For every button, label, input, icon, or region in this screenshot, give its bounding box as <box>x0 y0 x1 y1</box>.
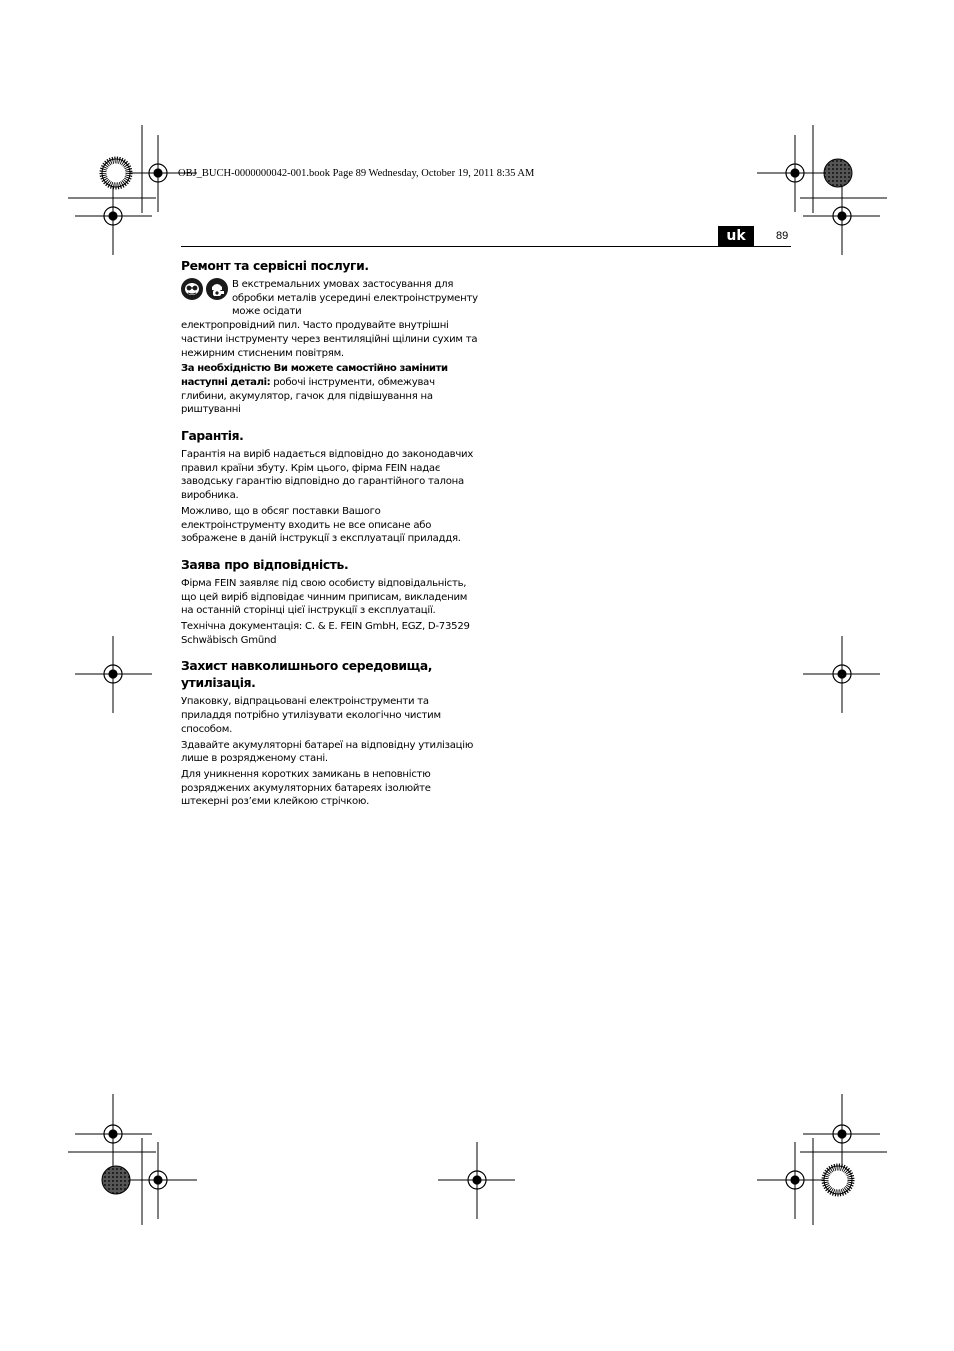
icon-text <box>232 278 481 319</box>
section-environment <box>181 658 481 809</box>
paragraph: Здавайте акумуляторні батареї на відповідну утилізацію лише в розрядженому стані. <box>181 739 474 765</box>
paragraph: Гарантія на виріб надається відповідно до законодавчих правил країни збуту. Крім цього, фірма FEIN надає заводську гарантію відповідно до гарантійного талона виробника. <box>181 449 474 502</box>
goggles-icon <box>181 278 203 300</box>
page-content <box>181 258 481 820</box>
text: робочі інструменти, обмежувач глибини, акумулятор, гачок для підвішування на риштуванні <box>181 376 435 416</box>
dust-mask-icon <box>206 278 228 300</box>
paragraph: Фірма FEIN заявляє під свою особисту відповідальність, що цей виріб відповідає чинним приписам, викладеним на останній сторінці цієї інструкції з експлуатації. <box>181 577 468 617</box>
section-conformity <box>181 557 481 648</box>
safety-icons <box>181 278 228 300</box>
section-heading: Ремонт та сервісні послуги. <box>181 259 369 273</box>
section-heading: Захист навколишнього середовища, утилізація. <box>181 659 433 691</box>
section-heading: Гарантія. <box>181 429 244 444</box>
paragraph: Для уникнення коротких замикань в неповністю розряджених акумуляторних батареях ізолюйте штекерні роз’єми клейкою стрічкою. <box>181 768 431 808</box>
header-rule <box>181 246 791 247</box>
paragraph: Технічна документація: C. & E. FEIN GmbH, EGZ, D-73529 Schwäbisch Gmünd <box>181 621 470 646</box>
book-file-header: OBJ_BUCH-0000000042-001.book Page 89 Wednesday, October 19, 2011 8:35 AM <box>178 168 535 179</box>
paragraph: Можливо, що в обсяг поставки Вашого електроінструменту входить не все описане або зображене в даній інструкції з експлуатації приладдя. <box>181 505 461 545</box>
page-number: 89 <box>776 230 789 242</box>
paragraph: електропровідний пил. Часто продувайте внутрішні частини інструменту через вентиляційні щілини сухим та нежирним стисненим повітрям. <box>181 320 478 359</box>
section-heading: Заява про відповідність. <box>181 557 349 572</box>
section-service <box>181 258 481 417</box>
paragraph <box>181 362 481 417</box>
paragraph: Упаковку, відпрацьовані електроінструменти та приладдя потрібно утилізувати екологічно чистим способом. <box>181 696 441 735</box>
language-badge: uk <box>718 226 754 246</box>
bold-text: За необхідністю Ви можете самостійно замінити наступні деталі: <box>181 363 448 388</box>
safety-icons-row <box>181 278 481 319</box>
section-warranty <box>181 428 481 546</box>
paragraph: В екстремальних умовах застосування для обробки металів усередині електроінструменту може осідати <box>232 279 478 318</box>
